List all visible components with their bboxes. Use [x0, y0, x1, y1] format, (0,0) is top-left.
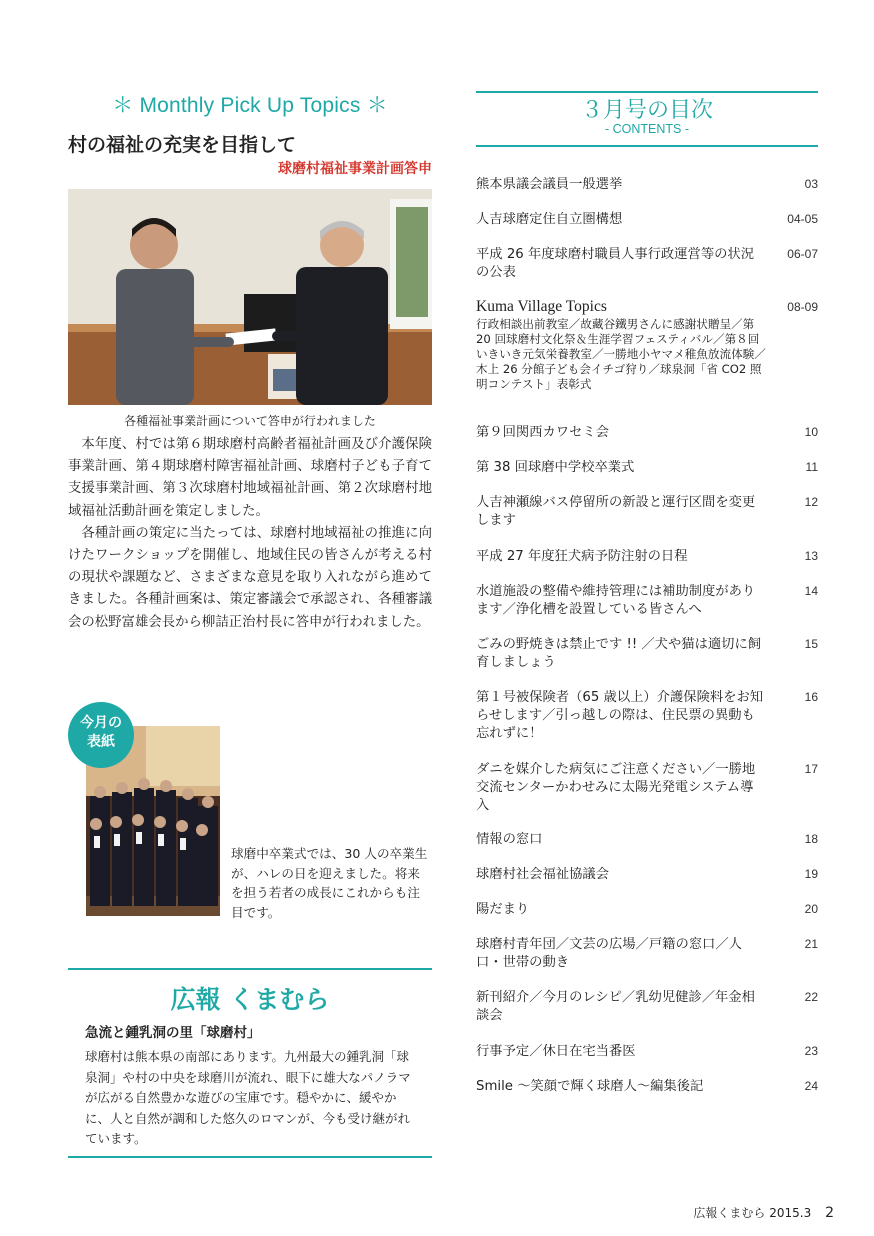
toc-item-label: 平成 26 年度球磨村職員人事行政運営等の状況の公表 — [476, 247, 755, 280]
toc-item-page: 21 — [804, 937, 818, 951]
photo-caption: 各種福祉事業計画について答申が行われました — [124, 414, 376, 428]
toc-item-page: 12 — [804, 495, 818, 509]
footer-publication: 広報くまむら — [693, 1206, 766, 1220]
welfare-plan-photo — [68, 189, 432, 405]
toc-item[interactable] — [476, 211, 818, 229]
toc-item-label: Smile ～笑顔で輝く球磨人～編集後記 — [476, 1079, 704, 1094]
toc-item-page: 23 — [804, 1044, 818, 1058]
pick-up-topics-heading: ＊ Monthly Pick Up Topics ＊ — [112, 94, 388, 117]
toc-item-page: 13 — [804, 549, 818, 563]
toc-item-page: 08-09 — [787, 300, 818, 314]
toc-item-label: 熊本県議会議員一般選挙 — [476, 177, 623, 192]
toc-item[interactable] — [476, 176, 818, 194]
cover-badge-line: 今月の — [80, 715, 122, 731]
toc-subtitle: - CONTENTS - — [604, 122, 690, 136]
page-footer — [693, 1204, 834, 1221]
toc-item[interactable] — [476, 831, 818, 849]
toc-item-page: 24 — [804, 1079, 818, 1093]
village-description: 球磨村は熊本県の南部にあります。九州最大の鍾乳洞「球泉洞」や村の中央を球磨川が流れ、眼下に雄大なパノラマが広がる自然豊かな遊びの宝庫です。穏やかに、緩やかに、人と自然が調和した悠久のロマンが、今も受け継がれています。 — [85, 1049, 411, 1146]
toc-item-page: 20 — [804, 902, 818, 916]
toc-item[interactable] — [476, 1043, 818, 1061]
cover-badge — [68, 702, 134, 768]
divider — [68, 1156, 432, 1158]
toc-item[interactable] — [476, 1078, 818, 1096]
toc-item-page: 06-07 — [787, 247, 818, 261]
footer-issue: 2015.3 — [769, 1206, 812, 1220]
toc-item-page: 19 — [804, 867, 818, 881]
toc-item-label: 人吉神瀬線バス停留所の新設と運行区間を変更します — [476, 495, 756, 528]
toc-item[interactable] — [476, 761, 818, 815]
toc-item-page: 04-05 — [787, 212, 818, 226]
article-paragraph: 本年度、村では第６期球磨村高齢者福祉計画及び介護保険事業計画、第４期球磨村障害福祉計画、球磨村子ども子育て支援事業計画、第３次球磨村地域福祉計画、第２次球磨村地域福祉活動計画を策定しました。 — [68, 437, 432, 519]
toc-item-label: ごみの野焼きは禁止です !! ／犬や猫は適切に飼育しましょう — [476, 637, 762, 670]
village-tagline: 急流と鍾乳洞の里「球磨村」 — [85, 1025, 261, 1041]
cover-description: 球磨中卒業式では、30 人の卒業生が、ハレの日を迎えました。将来を担う若者の成長にこれからも注目です。 — [231, 846, 428, 920]
article-subtitle: 球磨村福祉事業計画答申 — [278, 161, 432, 177]
toc-item-sub: 行政相談出前教室／故藏谷鐵男さんに感謝状贈呈／第 20 回球磨村文化祭＆生涯学習フェスティバル／第８回いきいき元気栄養教室／一勝地小ヤマメ稚魚放流体験／木上 26 分館子ども会イチゴ狩り／球泉洞「省 CO2 照明コンテスト」表彰式 — [476, 317, 766, 391]
article-paragraph: 各種計画の策定に当たっては、球磨村地域福祉の推進に向けたワークショップを開催し、地域住民の皆さんが考える村の現状や課題など、さまざまな意見を取り入れながら進めてきました。各種計画案は、策定審議会で承認され、各種審議会の松野富雄会長から柳詰正治村長に答申が行われました。 — [68, 525, 432, 630]
toc-item[interactable] — [476, 424, 818, 442]
divider — [476, 145, 818, 147]
toc-item[interactable] — [476, 246, 818, 282]
toc-item[interactable] — [476, 494, 818, 530]
toc-item-label: 新刊紹介／今月のレシピ／乳幼児健診／年金相談会 — [476, 990, 755, 1023]
toc-item[interactable] — [476, 583, 818, 619]
toc-item-page: 17 — [804, 762, 818, 776]
toc-item[interactable] — [476, 548, 818, 566]
toc-item-label: ダニを媒介した病気にご注意ください／一勝地交流センターかわせみに太陽光発電システム導入 — [476, 762, 756, 813]
toc-item-label: 行事予定／休日在宅当番医 — [476, 1044, 636, 1059]
toc-item-label: 球磨村青年団／文芸の広場／戸籍の窓口／人口・世帯の動き — [476, 937, 742, 970]
toc-item[interactable] — [476, 689, 818, 743]
toc-item-page: 14 — [804, 584, 818, 598]
brand-title: 広報 くまむら — [170, 985, 330, 1014]
toc-item-page: 10 — [804, 425, 818, 439]
toc-item[interactable] — [476, 866, 818, 884]
toc-item-label: 平成 27 年度狂犬病予防注射の日程 — [476, 549, 688, 564]
cover-badge-line: 表紙 — [87, 734, 115, 750]
toc-item-label: 情報の窓口 — [476, 832, 543, 847]
toc-item-label: Kuma Village Topics — [476, 298, 607, 315]
toc-item-page: 03 — [804, 177, 818, 191]
toc-item[interactable] — [476, 901, 818, 919]
toc-item[interactable] — [476, 636, 818, 672]
toc-item-label: 水道施設の整備や維持管理には補助制度があります／浄化槽を設置している皆さんへ — [476, 584, 756, 617]
toc-item-page: 16 — [804, 690, 818, 704]
toc-item-page: 15 — [804, 637, 818, 651]
toc-item-page: 11 — [805, 460, 818, 474]
toc-item-page: 18 — [804, 832, 818, 846]
toc-item-label: 陽だまり — [476, 902, 530, 917]
page-number: 2 — [825, 1205, 834, 1221]
toc-item[interactable] — [476, 989, 818, 1025]
toc-item-label: 第１号被保険者（65 歳以上）介護保険料をお知らせします／引っ越しの際は、住民票の異動も忘れずに！ — [476, 690, 764, 741]
toc-item[interactable] — [476, 459, 818, 477]
toc-item-label: 第９回関西カワセミ会 — [476, 425, 609, 440]
toc-item[interactable] — [476, 936, 818, 972]
article-body — [68, 434, 432, 634]
toc-item-page: 22 — [804, 990, 818, 1004]
toc-item-label: 第 38 回球磨中学校卒業式 — [476, 460, 635, 475]
toc-item[interactable] — [476, 298, 818, 392]
divider — [68, 968, 432, 970]
toc-item-label: 球磨村社会福祉協議会 — [476, 867, 609, 882]
article-title: 村の福祉の充実を目指して — [68, 134, 297, 156]
toc-title: ３月号の目次 — [580, 98, 713, 123]
toc-item-label: 人吉球磨定住自立圏構想 — [476, 212, 623, 227]
